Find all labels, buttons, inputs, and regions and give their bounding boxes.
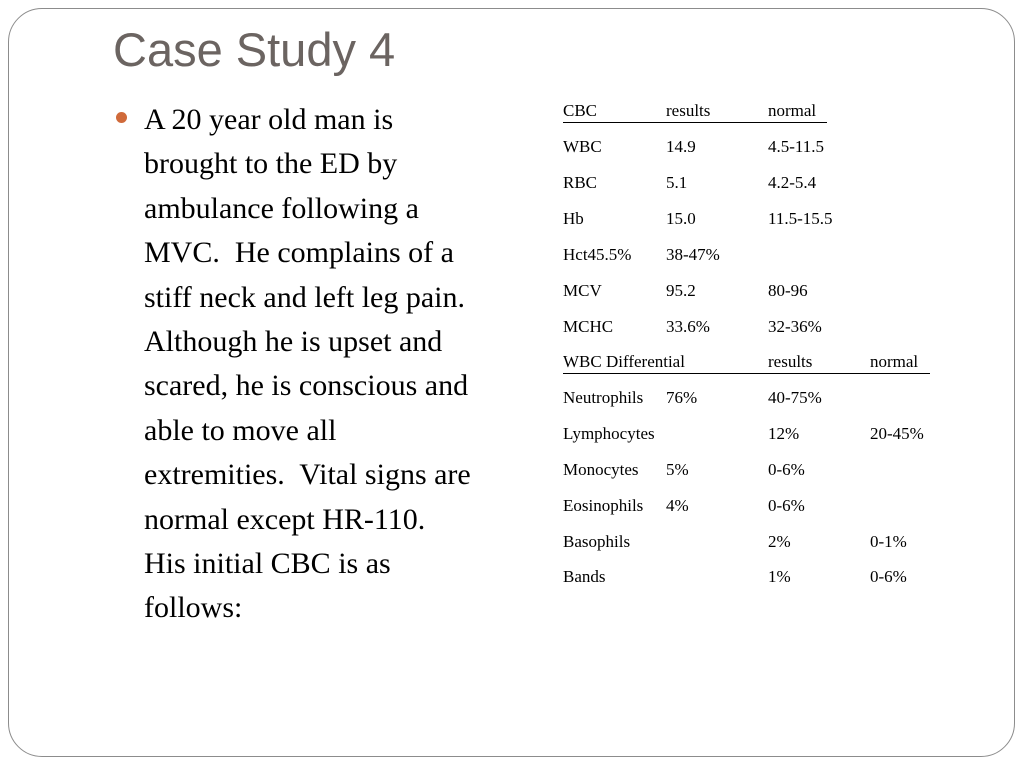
case-text-line: brought to the ED by — [144, 147, 398, 181]
cbc-row-normal: 4.5-11.5 — [768, 137, 825, 156]
cbc-row-label: WBC — [563, 137, 602, 156]
diff-header-normal: normal — [870, 352, 919, 371]
cbc-row-label: RBC — [563, 173, 598, 192]
diff-header-underline — [563, 373, 930, 374]
cbc-header-results: results — [666, 101, 711, 120]
cbc-row-result: 5.1 — [666, 173, 688, 192]
bullet-dot-icon — [116, 112, 127, 123]
diff-row-label: Bands — [563, 567, 606, 586]
cbc-row-normal: 80-96 — [768, 281, 808, 300]
diff-row-normal: 20-45% — [870, 424, 924, 443]
case-text-line: normal except HR-110. — [144, 502, 426, 536]
diff-row-result: 5% — [666, 460, 689, 479]
case-text-line: scared, he is conscious and — [144, 369, 469, 403]
cbc-header-test: CBC — [563, 101, 598, 120]
cbc-row-normal: 11.5-15.5 — [768, 209, 833, 228]
diff-row-result: 12% — [768, 424, 800, 443]
diff-row-result: 1% — [768, 567, 791, 586]
diff-row-result: 2% — [768, 532, 791, 551]
case-text-line: His initial CBC is as — [144, 547, 391, 581]
diff-row-normal: 0-6% — [870, 567, 907, 586]
diff-row-result: 4% — [666, 496, 689, 515]
diff-row-normal: 0-6% — [768, 496, 805, 515]
diff-row-normal: 0-1% — [870, 532, 907, 551]
slide-title: Case Study 4 — [113, 23, 396, 76]
cbc-row-label: MCHC — [563, 317, 614, 336]
case-text-line: Although he is upset and — [144, 325, 443, 359]
diff-row-normal: 0-6% — [768, 460, 805, 479]
diff-row-label: Monocytes — [563, 460, 639, 479]
case-text-line: stiff neck and left leg pain. — [144, 280, 466, 314]
cbc-row-result: 95.2 — [666, 281, 696, 300]
diff-row-result: 76% — [666, 388, 698, 407]
case-text-line: able to move all — [144, 413, 337, 447]
cbc-row-result: 15.0 — [666, 209, 696, 228]
cbc-header-normal: normal — [768, 101, 817, 120]
cbc-row-normal: 32-36% — [768, 317, 822, 336]
diff-header-results: results — [768, 352, 813, 371]
diff-row-label: Eosinophils — [563, 496, 644, 515]
cbc-row-label: Hb — [563, 209, 584, 228]
diff-row-normal: 40-75% — [768, 388, 822, 407]
diff-row-label: Neutrophils — [563, 388, 644, 407]
case-text-line: A 20 year old man is — [144, 103, 394, 136]
diff-header-test: WBC Differential — [563, 352, 685, 371]
case-description — [144, 98, 509, 631]
cbc-row-result: 33.6% — [666, 317, 710, 336]
cbc-row-normal: 38-47% — [666, 245, 720, 264]
case-text-line: extremities. Vital signs are — [144, 458, 471, 492]
case-text-line: MVC. He complains of a — [144, 236, 454, 270]
cbc-row-result: 14.9 — [666, 137, 696, 156]
diff-row-label: Lymphocytes — [563, 424, 655, 443]
cbc-row-normal: 4.2-5.4 — [768, 173, 817, 192]
cbc-row-label: Hct45.5% — [563, 245, 632, 264]
cbc-row-label: MCV — [563, 281, 602, 300]
diff-row-label: Basophils — [563, 532, 631, 551]
case-text-line: ambulance following a — [144, 191, 419, 225]
case-text-line: follows: — [144, 591, 243, 625]
cbc-header-underline — [563, 122, 827, 123]
